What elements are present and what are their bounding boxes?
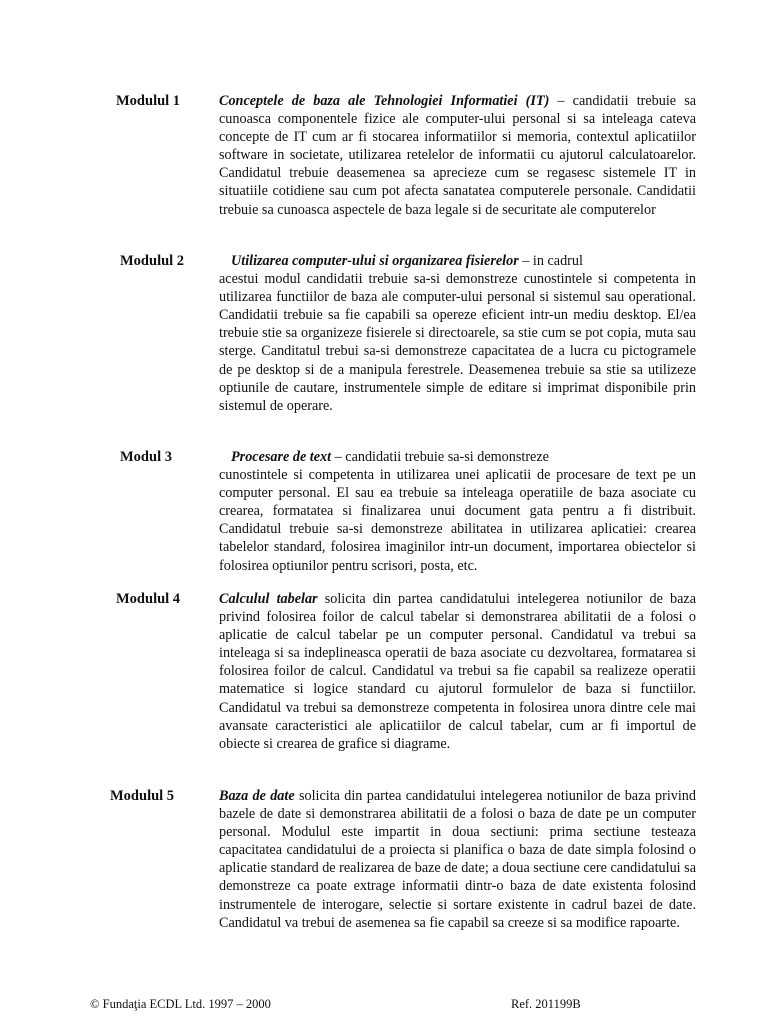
module-1-description: Conceptele de baza ale Tehnologiei Informatiei (IT) – candidatii trebuie sa cunoasca componentele fizice ale computer-ului personal si sa inteleaga cateva concepte de IT cum ar fi stocarea informatiilor si memoria, contextul aplicatiilor software in societate, utilizarea retelelor de informatii cu ajutorul calculatoarelor. Candidatul trebuie deasemenea sa aprecieze cum se regasesc sistemele IT in situatiile cotidiene sau cum pot afecta sanatatea computerele personale. Candidatii trebuie sa cunoasca aspectele de baza legale si de securitate ale computerelor — [219, 93, 697, 218]
module-3-body: cunostintele si competenta in utilizarea unei aplicatii de procesare de text pe un computer personal. El sau ea trebuie sa inteleaga operatiile de baza asociate cu crearea, formatatea si finalizarea unui document gata pentru a fi distribuit. Candidatul trebuie sa-si demonstreze abilitatea in utilizarea aplicatiei: crearea tabelelor standard, folosirea imaginilor intr-un document, importarea obiectelor si folosirea optiunilor pentru scrisori, posta, etc. — [219, 467, 696, 574]
module-5-description — [219, 787, 696, 932]
footer-copyright: © Fundaţia ECDL Ltd. 1997 – 2000 — [90, 997, 271, 1011]
module-4-title: Calculul tabelar — [219, 591, 318, 607]
module-2-description: Utilizarea computer-ului si organizarea fisierelor – in cadrul acestui modul candidatii trebuie sa-si demonstreze cunostintele si competenta in utilizarea functiilor de baza ale computer-ului personal si sistemul sau operational. Candidatii trebuie sa fie capabili sa opereze eficient intr-un mediu desktop. El/ea trebuie stie sa organizeze fisierele si directoarele, sa stie cum se pot copia, muta sau sterge. Canditatul trebui sa-si demonstreze capacitatea de a lucra cu pictogramele de pe desktop si de a manipula ferestrele. Deasemenea trebuie sa stie sa utilizeze optiunile de cautare, instrumentele simple de editare si imprimat disponibile prin sistemul de operare. — [219, 253, 696, 414]
footer-ref: Ref. 201199B — [511, 997, 581, 1011]
module-4-description — [219, 590, 696, 753]
module-2-label: Modulul 2 — [120, 253, 185, 269]
module-4-body: solicita din partea candidatului intelegerea notiunilor de baza privind folosirea foilor de calcul tabelar si demonstrarea abilitatii de a folosi o aplicatie de calcul tabelar pe un computer personal. Candidatul va trebui sa inteleaga si sa indeplineasca operatii de baza asociate cu dezvoltarea, formatarea si folosirea foilor de calcul. Candidatul va trebui sa fie capabil sa realizeze operatii matematice si logice standard cu ajutorul formulelor de baza si functiilor. Candidatul va trebui sa demonstreze competenta in folosirea unora dintre cele mai avansate caracteristici ale aplicatiilor de calcul tabelar, cum ar fi importul de obiecte si crearea de grafice si diagrame. — [219, 591, 696, 752]
module-1-label: Modulul 1 — [116, 93, 181, 109]
module-1-title: Conceptele de baza ale Tehnologiei Informatiei (IT) — [219, 93, 550, 109]
module-5-title: Baza de date — [219, 788, 295, 804]
module-3-title: Procesare de text — [231, 449, 332, 465]
module-2-body: acestui modul candidatii trebuie sa-si demonstreze cunostintele si competenta in utilizarea functiilor de baza ale computer-ului personal si sistemul sau operational. Candidatii trebuie sa fie capabili sa opereze eficient intr-un mediu desktop. El/ea trebuie stie sa organizeze fisierele si directoarele, sa stie cum se pot copia, muta sau sterge. Canditatul trebui sa-si demonstreze capacitatea de a lucra cu pictogramele de pe desktop si de a manipula ferestrele. Deasemenea trebuie sa stie sa utilizeze optiunile de cautare, instrumentele simple de editare si imprimat disponibile prin sistemul de operare. — [219, 271, 696, 414]
module-3-label: Modul 3 — [120, 449, 172, 465]
module-5-label: Modulul 5 — [110, 788, 175, 804]
module-4-label: Modulul 4 — [116, 591, 181, 607]
module-5-body: solicita din partea candidatului intelegerea notiunilor de baza privind bazele de date si demonstrarea abilitatii de a folosi o baza de date pe un computer personal. Modulul este impartit in doua sectiuni: prima sectiune testeaza capacitatea candidatului de a proiecta si planifica o baza de date simpla folosind o aplicatie standard de realizarea de baze de date; a doua sectiune cere candidatului sa demonstreze ca poate extrage informatii dintr-o baza de date existenta folosind instrumentele de interogare, selectie si sortare existente in cadrul bazei de date. Candidatul va trebui de asemenea sa fie capabil sa creeze si sa modifice rapoarte. — [219, 788, 696, 931]
module-1-body: candidatii trebuie sa cunoasca componentele fizice ale computer-ului personal si sa inteleaga cateva concepte de IT cum ar fi stocarea informatiilor si memoria, contextul aplicatiilor software in societate, utilizarea retelelor de informatii cu ajutorul calculatoarelor. Candidatul trebuie deasemenea sa aprecieze cum se regasesc sistemele IT in situatiile cotidiene sau cum pot afecta sanatatea computerele personale. Candidatii trebuie sa cunoasca aspectele de baza legale si de securitate ale computerelor — [219, 93, 697, 218]
module-3-description: Procesare de text – candidatii trebuie sa-si demonstreze cunostintele si competenta in utilizarea unei aplicatii de procesare de text pe un computer personal. El sau ea trebuie sa inteleaga operatiile de baza asociate cu crearea, formatatea si finalizarea unui document gata pentru a fi distribuit. Candidatul trebuie sa-si demonstreze abilitatea in utilizarea aplicatiei: crearea tabelelor standard, folosirea imaginilor intr-un document, importarea obiectelor si folosirea optiunilor pentru scrisori, posta, etc. — [219, 449, 696, 574]
module-2-title: Utilizarea computer-ului si organizarea fisierelor — [231, 253, 519, 269]
